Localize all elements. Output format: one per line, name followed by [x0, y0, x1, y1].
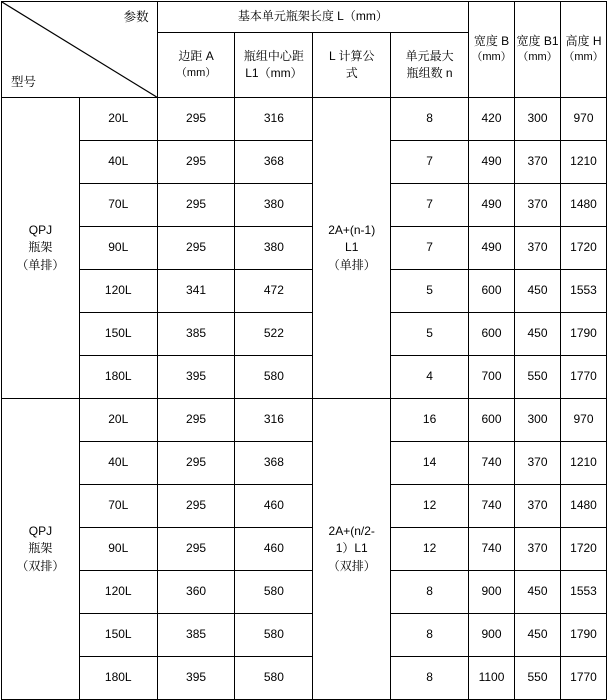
- cell-l1: 380: [235, 227, 313, 270]
- cell-b: 600: [469, 313, 515, 356]
- cell-h: 1553: [561, 571, 607, 614]
- header-width-b: [469, 2, 515, 98]
- header-margin-a-title: 边距 A: [178, 49, 214, 64]
- cell-h: 1790: [561, 313, 607, 356]
- cell-b1: 370: [515, 528, 561, 571]
- formula-cell-single: [313, 98, 391, 399]
- header-width-b-title: 宽度 B: [473, 33, 510, 48]
- cell-b: 420: [469, 98, 515, 141]
- cell-h: 1480: [561, 184, 607, 227]
- cell-l1: 580: [235, 356, 313, 399]
- header-parameter-label: 参数: [123, 10, 149, 24]
- cell-b: 900: [469, 614, 515, 657]
- model-line-3: （双排）: [16, 558, 65, 573]
- cell-n: 14: [391, 442, 469, 485]
- cell-spec: 180L: [79, 356, 157, 399]
- table-row: [2, 141, 607, 184]
- cell-l1: 580: [235, 614, 313, 657]
- cell-b: 740: [469, 442, 515, 485]
- header-max-bottle-groups-title2: 瓶组数 n: [406, 66, 453, 80]
- header-height-h-unit: （mm）: [563, 51, 604, 64]
- formula-line-3: （双排）: [327, 558, 376, 573]
- cell-margin-a: 385: [157, 614, 235, 657]
- cell-h: 1210: [561, 141, 607, 184]
- cell-n: 7: [391, 141, 469, 184]
- cell-b1: 450: [515, 313, 561, 356]
- cell-n: 12: [391, 528, 469, 571]
- cell-l1: 460: [235, 528, 313, 571]
- cell-b: 900: [469, 571, 515, 614]
- table-row: [2, 571, 607, 614]
- cell-b1: 370: [515, 442, 561, 485]
- cell-n: 7: [391, 227, 469, 270]
- cell-n: 8: [391, 657, 469, 700]
- cell-margin-a: 295: [157, 442, 235, 485]
- header-formula: [313, 33, 391, 98]
- table-row: [2, 270, 607, 313]
- cell-spec: 150L: [79, 313, 157, 356]
- cell-l1: 460: [235, 485, 313, 528]
- cell-spec: 70L: [79, 184, 157, 227]
- cell-margin-a: 395: [157, 356, 235, 399]
- cell-b1: 370: [515, 184, 561, 227]
- cell-spec: 40L: [79, 141, 157, 184]
- header-width-b1: [515, 2, 561, 98]
- cell-l1: 316: [235, 98, 313, 141]
- cell-b: 700: [469, 356, 515, 399]
- model-line-2: 瓶架: [28, 541, 53, 556]
- cell-n: 5: [391, 313, 469, 356]
- cell-spec: 40L: [79, 442, 157, 485]
- cell-margin-a: 295: [157, 184, 235, 227]
- cell-l1: 380: [235, 184, 313, 227]
- table-row: [2, 485, 607, 528]
- formula-line-2: L1: [345, 240, 359, 255]
- cell-spec: 120L: [79, 571, 157, 614]
- cell-b: 600: [469, 270, 515, 313]
- header-bottle-center-distance-title2: L1（mm）: [245, 66, 303, 80]
- specification-table: [1, 1, 607, 700]
- cell-l1: 472: [235, 270, 313, 313]
- cell-h: 1480: [561, 485, 607, 528]
- model-line-3: （单排）: [16, 257, 65, 272]
- cell-n: 16: [391, 399, 469, 442]
- header-margin-a-unit: （mm）: [175, 66, 217, 79]
- header-width-b-unit: （mm）: [471, 51, 512, 64]
- header-group-length: 基本单元瓶架长度 L（mm）: [157, 2, 468, 33]
- header-model-label: 型号: [11, 74, 37, 89]
- header-height-h-title: 高度 H: [565, 33, 602, 48]
- cell-b: 740: [469, 528, 515, 571]
- cell-margin-a: 295: [157, 485, 235, 528]
- table-row: [2, 442, 607, 485]
- cell-h: 1790: [561, 614, 607, 657]
- cell-spec: 90L: [79, 528, 157, 571]
- formula-line-1: 2A+(n-1): [328, 222, 376, 237]
- cell-h: 1770: [561, 356, 607, 399]
- cell-b1: 370: [515, 485, 561, 528]
- formula-line-3: （单排）: [327, 257, 376, 272]
- cell-n: 8: [391, 98, 469, 141]
- formula-line-2: 1）L1: [335, 541, 368, 556]
- cell-h: 1720: [561, 227, 607, 270]
- cell-n: 8: [391, 614, 469, 657]
- cell-h: 970: [561, 98, 607, 141]
- model-line-1: QPJ: [28, 222, 53, 237]
- cell-h: 1770: [561, 657, 607, 700]
- cell-margin-a: 341: [157, 270, 235, 313]
- cell-b: 490: [469, 141, 515, 184]
- header-width-b1-title: 宽度 B1: [516, 33, 559, 48]
- table-row: [2, 356, 607, 399]
- cell-b: 740: [469, 485, 515, 528]
- cell-n: 5: [391, 270, 469, 313]
- cell-margin-a: 295: [157, 98, 235, 141]
- cell-margin-a: 295: [157, 528, 235, 571]
- cell-b1: 300: [515, 399, 561, 442]
- header-height-h: [561, 2, 607, 98]
- cell-b: 490: [469, 184, 515, 227]
- table-row: [2, 98, 607, 141]
- cell-spec: 20L: [79, 98, 157, 141]
- cell-l1: 368: [235, 442, 313, 485]
- cell-h: 970: [561, 399, 607, 442]
- cell-margin-a: 295: [157, 227, 235, 270]
- cell-b1: 450: [515, 270, 561, 313]
- cell-b: 600: [469, 399, 515, 442]
- table-row: [2, 184, 607, 227]
- cell-b: 1100: [469, 657, 515, 700]
- cell-l1: 316: [235, 399, 313, 442]
- cell-l1: 522: [235, 313, 313, 356]
- header-width-b1-unit: （mm）: [517, 51, 558, 64]
- cell-margin-a: 395: [157, 657, 235, 700]
- cell-n: 12: [391, 485, 469, 528]
- cell-h: 1553: [561, 270, 607, 313]
- cell-margin-a: 360: [157, 571, 235, 614]
- cell-l1: 580: [235, 657, 313, 700]
- header-bottle-center-distance-title: 瓶组中心距: [243, 48, 304, 63]
- model-line-1: QPJ: [28, 523, 53, 538]
- cell-b1: 550: [515, 356, 561, 399]
- table-row: [2, 528, 607, 571]
- cell-spec: 180L: [79, 657, 157, 700]
- cell-b1: 450: [515, 614, 561, 657]
- formula-cell-double: [313, 399, 391, 700]
- header-max-bottle-groups: [391, 33, 469, 98]
- table-header-row-1: [2, 2, 607, 33]
- cell-b: 490: [469, 227, 515, 270]
- cell-b1: 370: [515, 227, 561, 270]
- cell-spec: 20L: [79, 399, 157, 442]
- cell-l1: 368: [235, 141, 313, 184]
- model-line-2: 瓶架: [28, 240, 53, 255]
- cell-spec: 150L: [79, 614, 157, 657]
- header-corner-cell: [2, 2, 158, 98]
- cell-b1: 450: [515, 571, 561, 614]
- model-cell-double: [2, 399, 80, 700]
- cell-h: 1720: [561, 528, 607, 571]
- header-formula-title2: 式: [345, 66, 358, 80]
- header-bottle-center-distance: [235, 33, 313, 98]
- cell-b1: 370: [515, 141, 561, 184]
- header-formula-title: L 计算公: [328, 48, 375, 63]
- table-row: [2, 313, 607, 356]
- table-row: [2, 227, 607, 270]
- table-row: [2, 614, 607, 657]
- model-cell-single: [2, 98, 80, 399]
- cell-n: 4: [391, 356, 469, 399]
- header-max-bottle-groups-title: 单元最大: [405, 48, 454, 63]
- formula-line-1: 2A+(n/2-: [328, 523, 375, 538]
- cell-b1: 550: [515, 657, 561, 700]
- cell-margin-a: 295: [157, 141, 235, 184]
- cell-h: 1210: [561, 442, 607, 485]
- cell-spec: 70L: [79, 485, 157, 528]
- cell-n: 7: [391, 184, 469, 227]
- header-margin-a: [157, 33, 235, 98]
- cell-spec: 120L: [79, 270, 157, 313]
- cell-n: 8: [391, 571, 469, 614]
- cell-l1: 580: [235, 571, 313, 614]
- cell-spec: 90L: [79, 227, 157, 270]
- cell-b1: 300: [515, 98, 561, 141]
- cell-margin-a: 385: [157, 313, 235, 356]
- table-row: [2, 657, 607, 700]
- table-row: [2, 399, 607, 442]
- cell-margin-a: 295: [157, 399, 235, 442]
